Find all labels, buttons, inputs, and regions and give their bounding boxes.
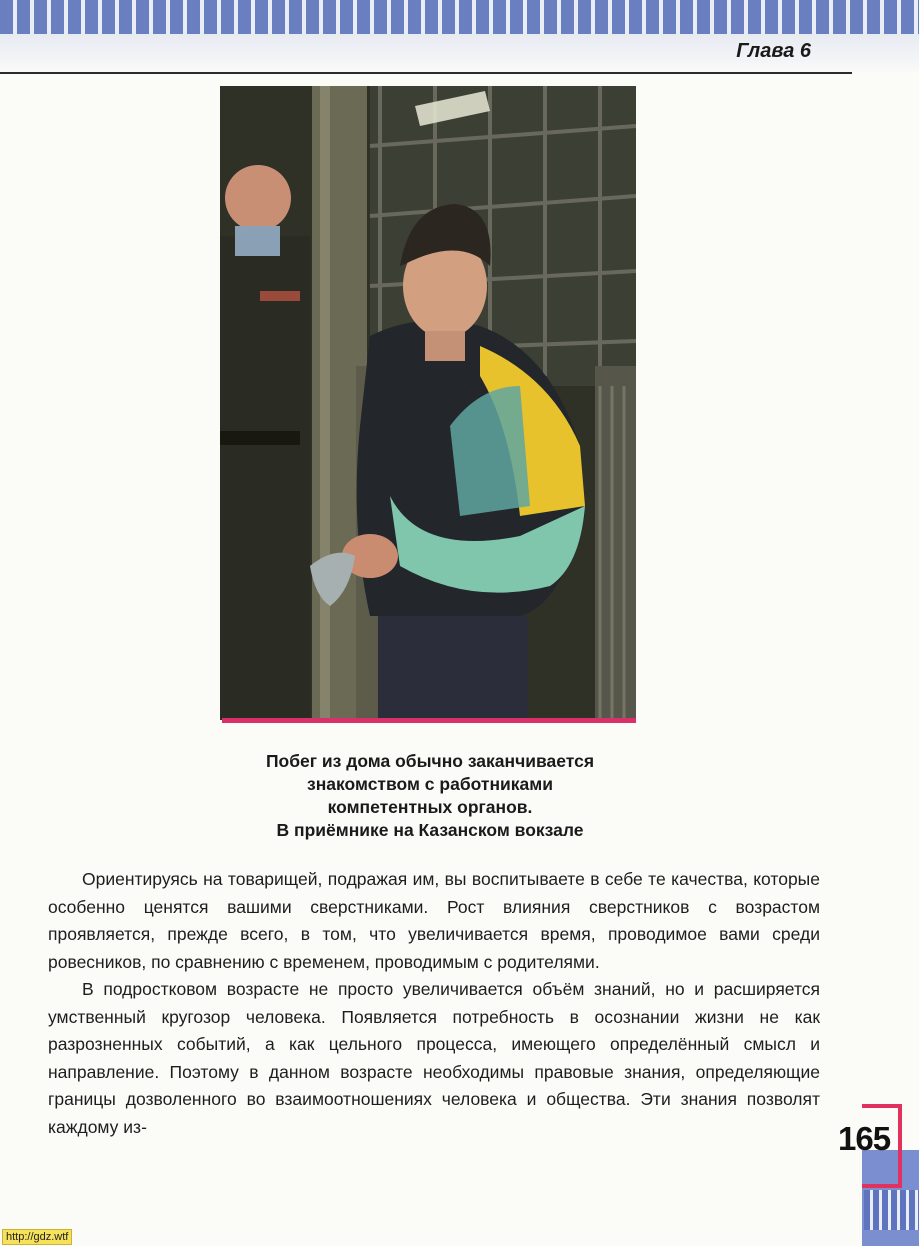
top-decorative-stripes [0, 0, 919, 34]
photo-bottom-rule [222, 718, 636, 723]
caption-line: компетентных органов. [327, 797, 533, 817]
photo-caption [180, 750, 680, 842]
caption-line: Побег из дома обычно заканчивается [265, 751, 595, 771]
header-rule [0, 72, 852, 74]
body-text [48, 866, 820, 1141]
page-number: 165 [838, 1120, 891, 1157]
chapter-label: Глава 6 [736, 40, 811, 62]
paragraph: Ориентируясь на товарищей, подражая им, вы воспитываете в себе те качества, которые особенно ценятся вашими сверстниками. Рост влияния сверстников с возрастом проявляется, прежде всего, в том, что увеличивается время, проводимое вами среди ровесников, по сравнению с временем, проводимым с родителями. [48, 869, 820, 972]
paragraph: В подростковом возрасте не просто увеличивается объём знаний, но и расширяется умственный кругозор человека. Появляется потребность в осознании жизни не как разрозненных событий, а как цельного процесса, имеющего определённый смысл и направление. Поэтому в данном возрасте необходимы правовые знания, определяющие границы дозволенного во взаимоотношениях человека и общества. Эти знания позволят каждому из- [48, 979, 820, 1137]
watermark-link[interactable]: http://gdz.wtf [2, 1229, 72, 1245]
corner-stripes [864, 1190, 919, 1230]
photo-illustration [220, 86, 636, 720]
caption-line: знакомством с работниками [307, 774, 553, 794]
photo [220, 86, 636, 720]
page-number-block [838, 1104, 902, 1184]
caption-line: В приёмнике на Казанском вокзале [276, 820, 584, 840]
